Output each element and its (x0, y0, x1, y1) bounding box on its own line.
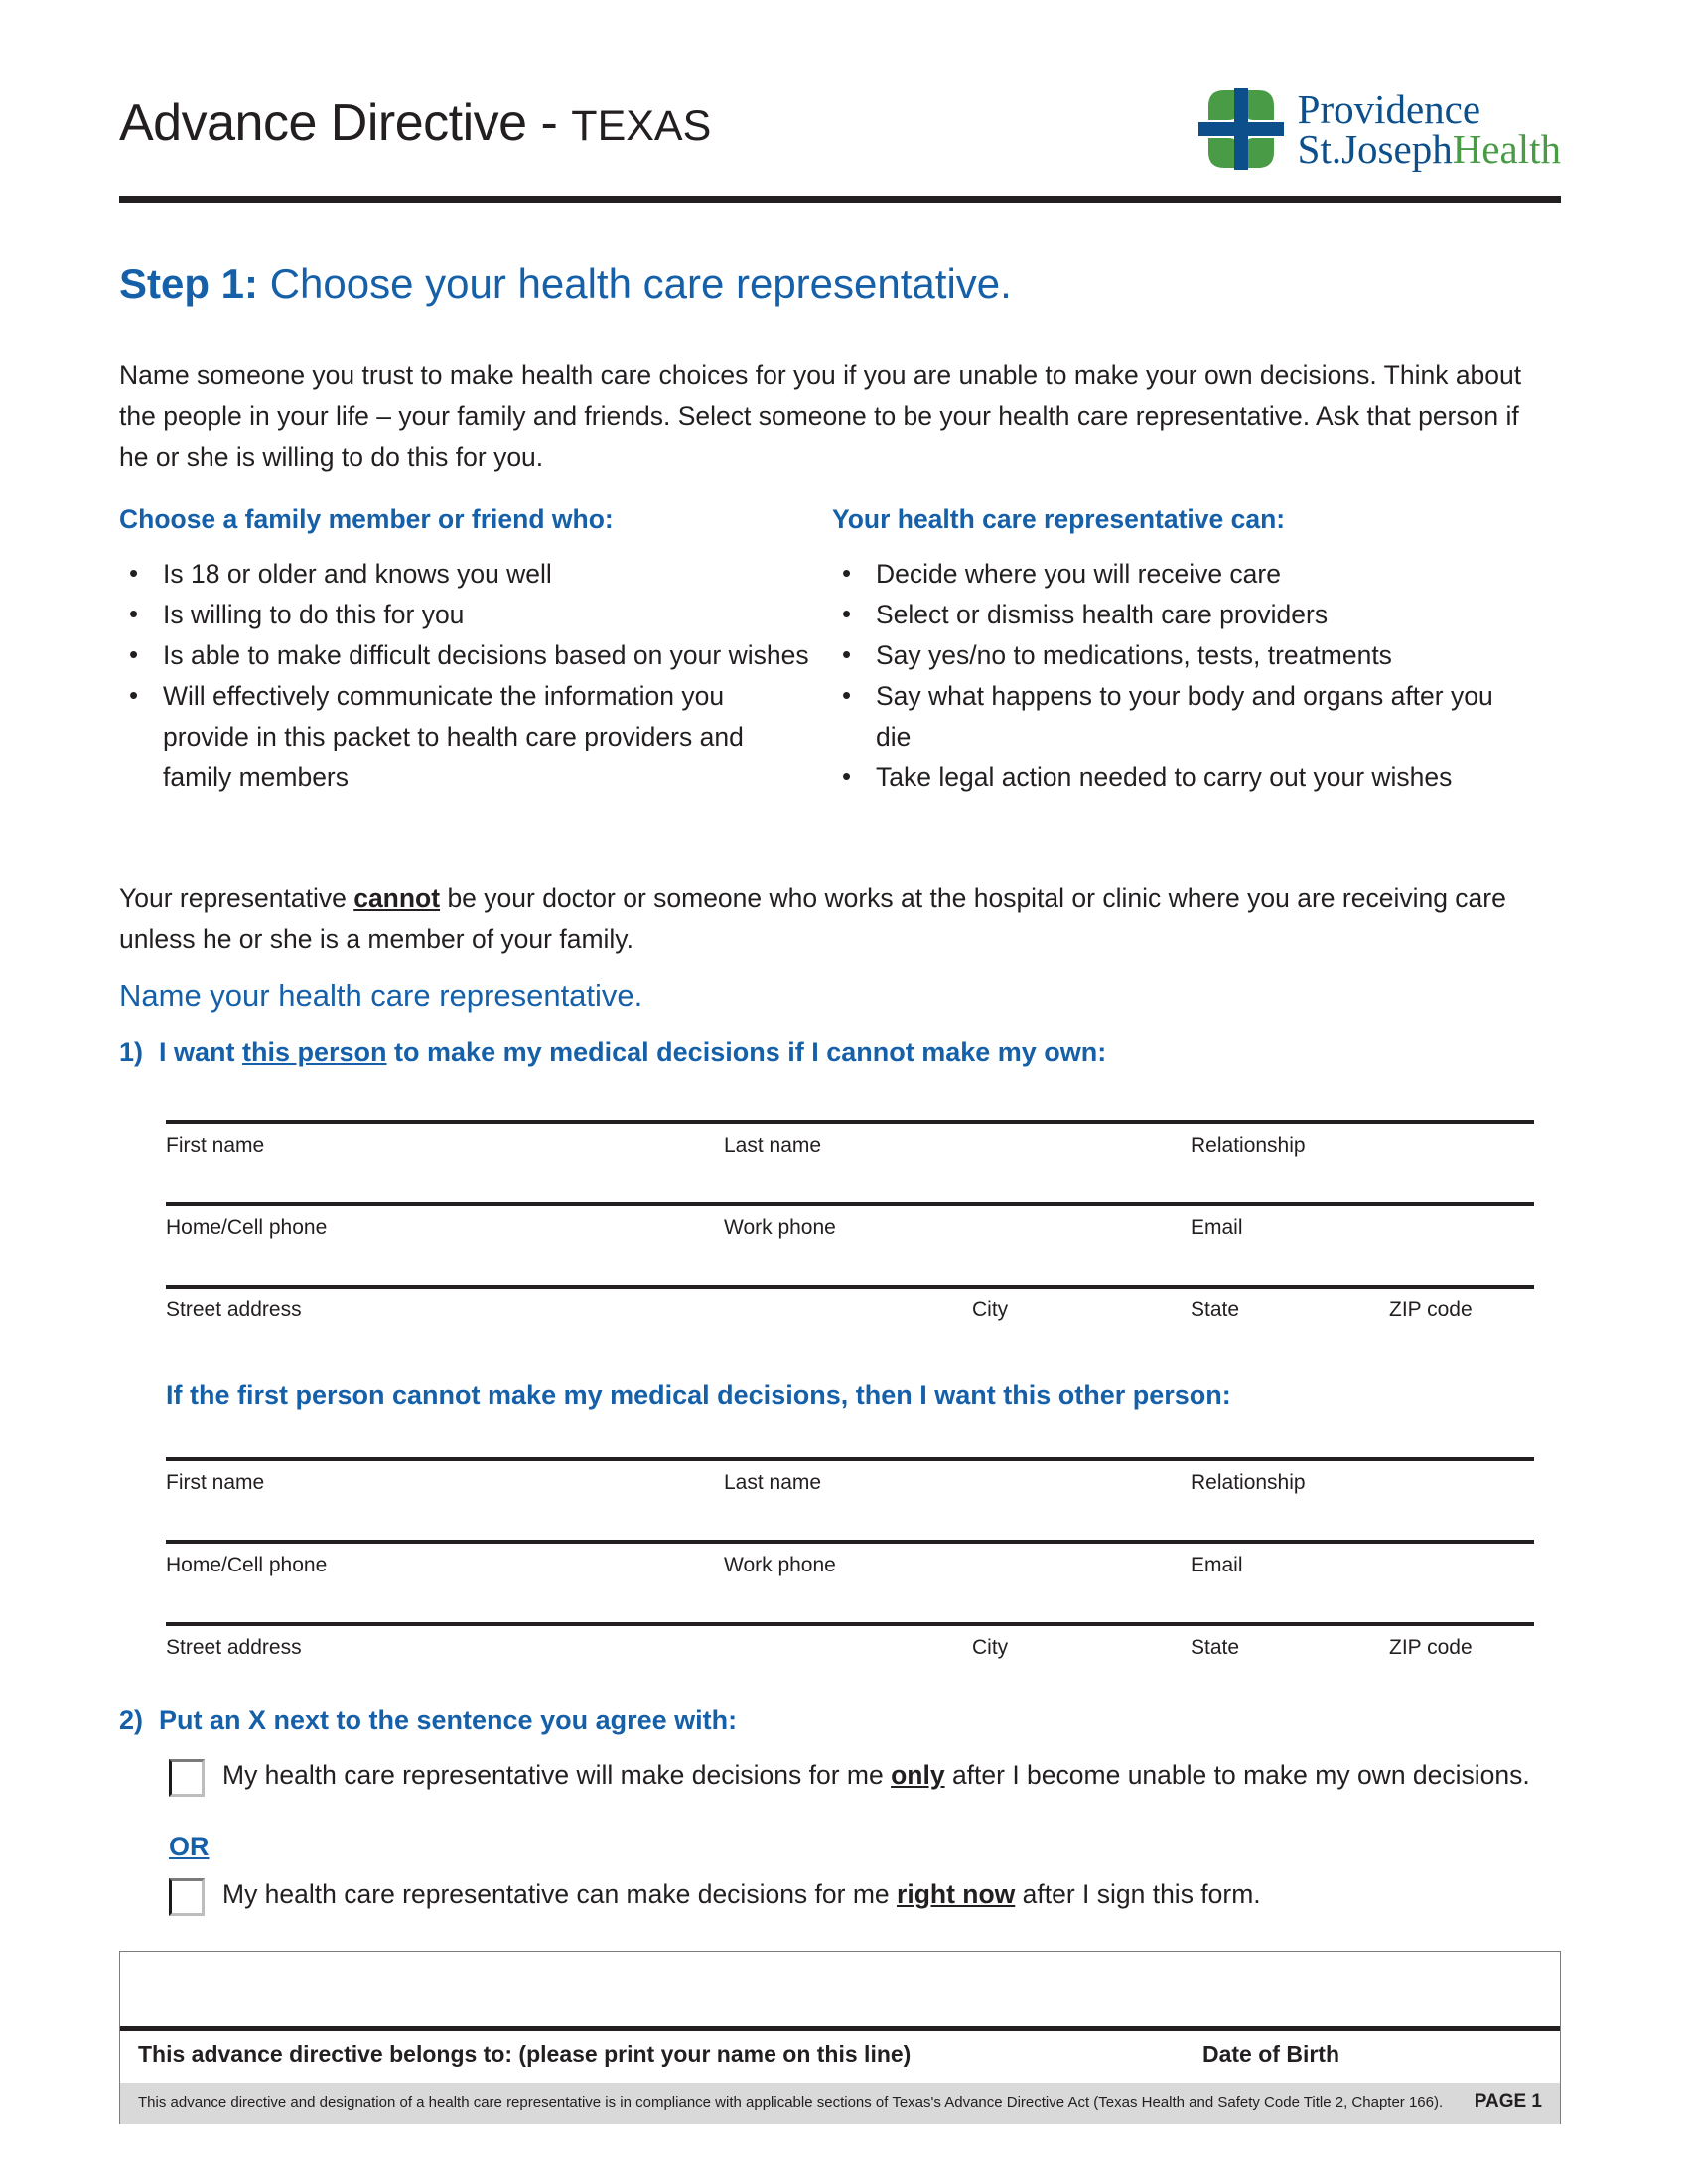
field-label-street-address: Street address (166, 1636, 302, 1659)
list-item: • Select or dismiss health care providers (832, 595, 1527, 635)
choice2-emphasis-right-now: right now (897, 1879, 1016, 1909)
form-row-address[interactable] (166, 1285, 1534, 1367)
choice2-before: My health care representative can make decisions for me (222, 1879, 898, 1909)
field-label-zip-code: ZIP code (1389, 1636, 1473, 1659)
step-heading (119, 260, 1012, 308)
column-heading-left: Choose a family member or friend who: (119, 504, 614, 534)
providence-st-joseph-health-logo (1198, 83, 1561, 175)
document-footer (119, 1951, 1561, 2124)
choice1-before: My health care representative will make decisions for me (222, 1760, 892, 1790)
choice-option-right-now-text (222, 1874, 1533, 1915)
checkbox-right-now[interactable] (169, 1878, 205, 1916)
form-row-names[interactable] (166, 1457, 1534, 1540)
alternate-representative-form (166, 1457, 1534, 1705)
form-row-phones[interactable] (166, 1202, 1534, 1285)
list-item: • Is 18 or older and knows you well (119, 554, 814, 595)
field-label-zip-code: ZIP code (1389, 1298, 1473, 1321)
list-item: • Is able to make difficult decisions based on your wishes (119, 635, 814, 676)
logo-stjoseph: St.Joseph (1297, 126, 1453, 172)
logo-line-providence: Providence (1297, 85, 1481, 132)
footer-date-of-birth-label: Date of Birth (1202, 2041, 1339, 2067)
footer-belongs-to-label: This advance directive belongs to: (please print your name on this line) (138, 2041, 912, 2067)
header-divider (119, 196, 1561, 203)
list-item: • Is willing to do this for you (119, 595, 814, 635)
footer-page-number: PAGE 1 (1474, 2091, 1542, 2112)
list-item: • Say yes/no to medications, tests, treatments (832, 635, 1527, 676)
page-title (119, 93, 711, 153)
choice1-emphasis-only: only (891, 1760, 945, 1790)
field-label-relationship: Relationship (1191, 1471, 1306, 1494)
field-label-first-name: First name (166, 1134, 265, 1157)
field-label-relationship: Relationship (1191, 1134, 1306, 1157)
logo-line-stjosephhealth (1297, 126, 1561, 172)
field-label-street-address: Street address (166, 1298, 302, 1321)
logo-health: Health (1452, 126, 1561, 172)
field-label-city: City (972, 1636, 1009, 1659)
field-label-work-phone: Work phone (724, 1216, 836, 1239)
item-1-number: 1) (119, 1037, 144, 1067)
footer-disclaimer-bar (120, 2083, 1560, 2124)
note-before: Your representative (119, 884, 354, 913)
step-title: Choose your health care representative. (258, 260, 1012, 307)
list-item: • Take legal action needed to carry out your wishes (832, 757, 1527, 798)
field-label-last-name: Last name (724, 1471, 822, 1494)
item-2-heading (119, 1706, 737, 1736)
footer-disclaimer-text: This advance directive and designation of a health care representative is in compliance with applicable sections of Texas's Advance Directive Act (Texas Health and Safety Code Title 2, Chapter 166). (138, 2094, 1444, 2111)
item-2-number: 2) (119, 1706, 144, 1735)
choice-option-only-text (222, 1755, 1533, 1796)
form-row-names[interactable] (166, 1120, 1534, 1202)
footer-label-row (120, 2031, 1560, 2083)
field-label-home-cell-phone: Home/Cell phone (166, 1554, 328, 1576)
note-emphasis-cannot: cannot (353, 884, 441, 913)
or-separator-label: OR (169, 1832, 210, 1861)
item-1-underlined: this person (242, 1037, 387, 1067)
field-label-state: State (1191, 1298, 1240, 1321)
alternate-representative-heading: If the first person cannot make my medical decisions, then I want this other person: (166, 1380, 1231, 1410)
page-title-main: Advance Directive - (119, 94, 572, 152)
field-label-work-phone: Work phone (724, 1554, 836, 1576)
cross-logo-icon (1198, 88, 1284, 170)
name-dob-write-in-area[interactable] (120, 1952, 1560, 2026)
note-after: be your doctor or someone who works at the hospital or clinic where you are receiving care unless he or she is a member of your family. (119, 884, 1506, 954)
step-label: Step 1: (119, 260, 259, 307)
list-item: • Decide where you will receive care (832, 554, 1527, 595)
column-heading-right: Your health care representative can: (832, 504, 1286, 534)
field-label-last-name: Last name (724, 1134, 822, 1157)
logo-wordmark (1297, 85, 1561, 172)
item-1-before: I want (159, 1037, 243, 1067)
intro-paragraph: Name someone you trust to make health care choices for you if you are unable to make your own decisions. Think about the people in your life – your family and friends. Select someone to be your health care representative. Ask that person if he or she is willing to do this for you. (119, 360, 1522, 472)
field-label-state: State (1191, 1636, 1240, 1659)
item-1-after: to make my medical decisions if I cannot make my own: (386, 1037, 1107, 1067)
list-item: • Say what happens to your body and organs after you die (832, 676, 1527, 757)
column-choose-family (119, 504, 814, 798)
field-label-first-name: First name (166, 1471, 265, 1494)
field-label-home-cell-phone: Home/Cell phone (166, 1216, 328, 1239)
list-representative-can (832, 554, 1527, 798)
checkbox-only[interactable] (169, 1759, 205, 1797)
item-2-title: Put an X next to the sentence you agree with: (159, 1706, 738, 1735)
list-choose-family (119, 554, 814, 798)
item-1-heading (119, 1037, 1106, 1068)
name-representative-heading: Name your health care representative. (119, 978, 643, 1013)
choice2-after: after I sign this form. (1015, 1879, 1261, 1909)
list-item: • Will effectively communicate the information you provide in this packet to health care providers and family members (119, 676, 814, 798)
choice1-after: after I become unable to make my own decisions. (944, 1760, 1530, 1790)
representative-restriction-note (119, 879, 1539, 960)
document-header (119, 62, 1561, 201)
page-title-state: TEXAS (571, 102, 712, 150)
field-label-city: City (972, 1298, 1009, 1321)
form-row-address[interactable] (166, 1622, 1534, 1705)
field-label-email: Email (1191, 1216, 1243, 1239)
column-representative-can (832, 504, 1527, 798)
field-label-email: Email (1191, 1554, 1243, 1576)
primary-representative-form (166, 1120, 1534, 1367)
form-row-phones[interactable] (166, 1540, 1534, 1622)
